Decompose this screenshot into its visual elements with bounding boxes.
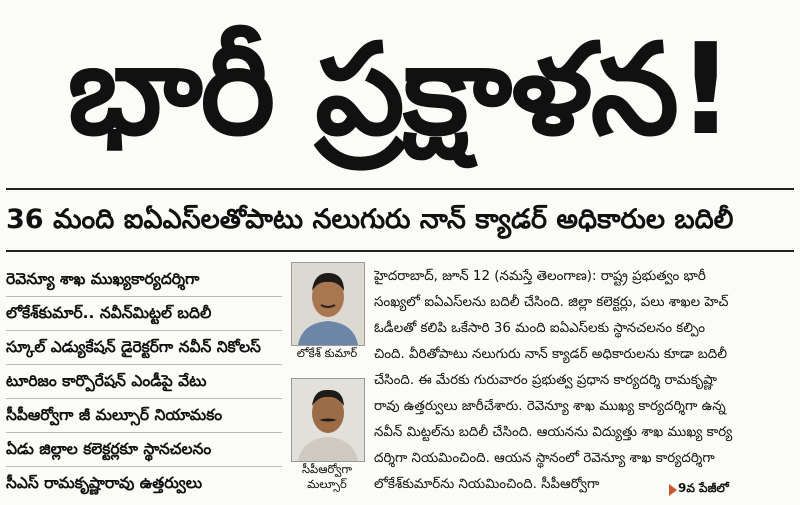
body-line: చింది. వీరితోపాటు నలుగురు నాన్ క్యాడర్ అధికారులను కూడా బదిలీ <box>374 347 728 362</box>
highlights-list <box>6 262 282 502</box>
highlight-item: టూరిజం కార్పొరేషన్ ఎండీపై వేటు <box>6 364 282 399</box>
body-line: సంఖ్యలో ఐఏఎస్‌లను బదిలీ చేసింది. జిల్లా కలెక్టర్లు, పలు శాఖల హెచ్ <box>374 295 729 310</box>
highlight-item: సీఎస్ రామకృష్ణారావు ఉత్తర్వులు <box>6 474 203 492</box>
body-line: దర్శిగా నియమించింది. ఆయన స్థానంలో రెవెన్యూ శాఖ కార్యదర్శిగా <box>374 451 715 466</box>
highlight-item: సీపీఆర్వోగా జీ మల్సూర్ నియామకం <box>6 398 282 433</box>
body-line: రావు ఉత్తర్వులు జారీచేశారు. రెవెన్యూ శాఖ ముఖ్య కార్యదర్శిగా ఉన్న <box>374 399 726 414</box>
highlight-item: లోకేశ్‌కుమార్.. నవీన్‌మిట్టల్ బదిలీ <box>6 296 282 331</box>
body-line: లోకేశ్‌కుమార్‌ను నియమించింది. సీపీఆర్వోగా <box>374 477 600 492</box>
subheadline-divider <box>6 250 794 252</box>
photo-caption-line: మల్సూర్ <box>307 477 347 491</box>
photo-caption-line: సీపీఆర్వోగా <box>301 462 353 476</box>
body-line: చేసింది. ఈ మేరకు గురువారం ప్రభుత్వ ప్రధాన కార్యదర్శి రామకృష్ణా <box>374 373 717 388</box>
highlight-item: రెవెన్యూ శాఖ ముఖ్యకార్యదర్శిగా <box>6 262 282 297</box>
photo-malsur <box>291 378 365 462</box>
photo-lokesh-kumar <box>291 262 365 346</box>
headline-divider <box>6 188 794 190</box>
headline: భారీ ప్రక్షాళన! <box>67 16 733 163</box>
photo-caption <box>282 462 372 492</box>
continued-on-page: 9వ పేజీలో <box>678 481 729 495</box>
highlight-item: ఏడు జిల్లాల కలెక్టర్లకూ స్థానచలనం <box>6 432 282 467</box>
body-line: ఓడీలతో కలిపి ఒకేసారి 36 మంది ఐఏఎస్‌లకు స్థానచలనం కల్పిం <box>374 321 706 336</box>
photo-caption: లోకేశ్ కుమార్ <box>296 346 358 360</box>
continued-arrow-icon <box>669 484 677 496</box>
subheadline: 36 మంది ఐఏఎస్‌లతోపాటు నలుగురు నాన్ క్యాడర్ అధికారుల బదిలీ <box>6 204 734 235</box>
body-line: నవీన్ మిట్టల్‌ను బదిలీ చేసింది. ఆయనను విద్యుత్తు శాఖ ముఖ్య కార్య <box>374 425 733 440</box>
highlight-item: స్కూల్ ఎడ్యుకేషన్ డైరెక్టర్‌గా నవీన్ నికోలస్ <box>6 330 282 365</box>
body-line: హైదరాబాద్, జూన్ 12 (నమస్తే తెలంగాణ): రాష్ట్ర ప్రభుత్వం భారీ <box>374 269 706 284</box>
